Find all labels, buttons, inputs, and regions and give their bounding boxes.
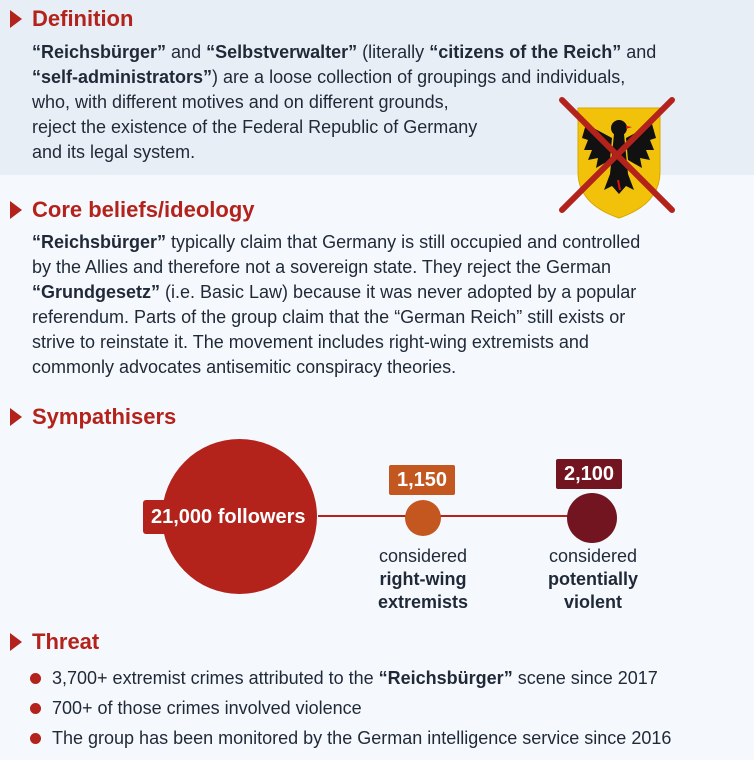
list-item: 700+ of those crimes involved violence xyxy=(30,693,671,723)
bullet-icon xyxy=(30,703,41,714)
bullet-icon xyxy=(30,673,41,684)
triangle-marker-icon xyxy=(10,408,22,426)
right-wing-caption: considered right-wing extremists xyxy=(377,546,469,612)
definition-text: “Reichsbürger” and “Selbstverwalter” (literally “citizens of the Reich” and “self-administrators”) are a loose collection of groupings and individuals, who, with different motives and on different grounds, reject the existence of the Federal Republic of Germany and its legal system. xyxy=(32,42,657,162)
list-item: 3,700+ extremist crimes attributed to the “Reichsbürger” scene since 2017 xyxy=(30,663,671,693)
right-wing-circle xyxy=(405,500,441,536)
definition-heading: Definition xyxy=(0,5,133,33)
violent-circle xyxy=(567,493,617,543)
triangle-marker-icon xyxy=(10,201,22,219)
bullet-icon xyxy=(30,733,41,744)
crossed-out-eagle-icon xyxy=(548,94,678,224)
core-beliefs-heading: Core beliefs/ideology xyxy=(0,196,255,224)
right-wing-count-badge: 1,150 xyxy=(389,465,455,495)
triangle-marker-icon xyxy=(10,10,22,28)
threat-list xyxy=(30,663,671,753)
threat-heading: Threat xyxy=(0,628,99,656)
list-item: The group has been monitored by the German intelligence service since 2016 xyxy=(30,723,671,753)
violent-count-badge: 2,100 xyxy=(556,459,622,489)
followers-label: 21,000 followers xyxy=(143,500,314,534)
connector-line xyxy=(318,515,580,517)
core-beliefs-text: “Reichsbürger” typically claim that Germany is still occupied and controlled by the Allies and therefore not a sovereign state. They reject the German “Grundgesetz” (i.e. Basic Law) because it was never adopted by a popular referendum. Parts of the group claim that the “German Reich” still exists or strive to reinstate it. The movement includes right-wing extremists and commonly advocates antisemitic conspiracy theories. xyxy=(32,232,641,377)
triangle-marker-icon xyxy=(10,633,22,651)
violent-caption: considered potentially violent xyxy=(547,546,638,612)
sympathisers-heading: Sympathisers xyxy=(0,403,176,431)
